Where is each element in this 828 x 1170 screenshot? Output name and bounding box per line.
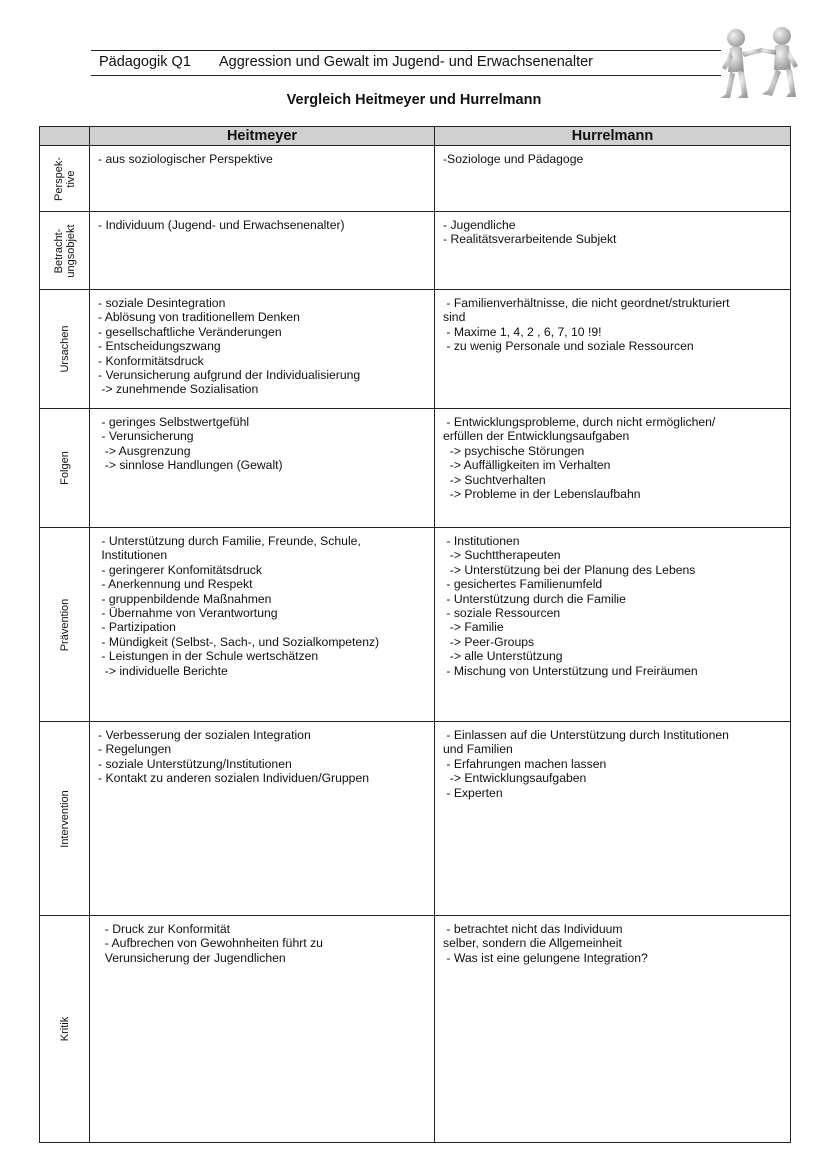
heitmeyer-cell bbox=[90, 722, 435, 916]
row-label-line: ungsobjekt bbox=[64, 223, 77, 278]
row-label-cell bbox=[40, 146, 90, 212]
hurrelmann-line: - soziale Ressourcen bbox=[443, 606, 561, 621]
heitmeyer-line: - aus soziologischer Perspektive bbox=[98, 152, 273, 166]
hurrelmann-line: erfüllen der Entwicklungsaufgaben bbox=[443, 429, 630, 444]
heitmeyer-cell bbox=[90, 146, 435, 212]
heitmeyer-line: - Entscheidungszwang bbox=[98, 339, 221, 354]
heitmeyer-line: - Übernahme von Verantwortung bbox=[98, 606, 278, 621]
heitmeyer-line: -> Ausgrenzung bbox=[98, 443, 191, 458]
row-label-line: Perspek- bbox=[52, 156, 65, 201]
heitmeyer-line: Verunsicherung der Jugendlichen bbox=[98, 950, 286, 965]
hurrelmann-line: -> Familie bbox=[443, 620, 504, 635]
hurrelmann-line: - Mischung von Unterstützung und Freiräumen bbox=[443, 663, 698, 678]
table-row bbox=[40, 528, 791, 722]
row-label bbox=[59, 790, 71, 847]
heitmeyer-line: - gesellschaftliche Veränderungen bbox=[98, 324, 282, 339]
table-row bbox=[40, 146, 791, 212]
hurrelmann-line: - Institutionen bbox=[443, 534, 520, 548]
table-row bbox=[40, 409, 791, 528]
heitmeyer-cell bbox=[90, 916, 435, 1143]
document-title: Vergleich Heitmeyer und Hurrelmann bbox=[286, 92, 542, 108]
hurrelmann-line: - Familienverhältnisse, die nicht geordnet/strukturiert bbox=[443, 296, 730, 310]
heitmeyer-line: -> sinnlose Handlungen (Gewalt) bbox=[98, 458, 283, 473]
heitmeyer-line: - Leistungen in der Schule wertschätzen bbox=[98, 649, 319, 664]
heitmeyer-line: - Mündigkeit (Selbst-, Sach-, und Sozialkompetenz) bbox=[98, 634, 380, 649]
hurrelmann-cell bbox=[435, 528, 791, 722]
hurrelmann-line: -> alle Unterstützung bbox=[443, 649, 563, 664]
heitmeyer-line: -> zunehmende Sozialisation bbox=[98, 382, 259, 397]
header-blank-cell bbox=[40, 127, 90, 146]
heitmeyer-cell bbox=[90, 212, 435, 290]
hurrelmann-line: -> Unterstützung bei der Planung des Lebens bbox=[443, 562, 696, 577]
hurrelmann-line: und Familien bbox=[443, 742, 513, 757]
heitmeyer-line: - Individuum (Jugend- und Erwachsenenalter) bbox=[98, 218, 345, 232]
hurrelmann-line: -> Entwicklungsaufgaben bbox=[443, 771, 587, 786]
hurrelmann-line: - Entwicklungsprobleme, durch nicht ermöglichen/ bbox=[443, 415, 716, 429]
hurrelmann-line: -> Peer-Groups bbox=[443, 634, 535, 649]
hurrelmann-cell bbox=[435, 916, 791, 1143]
heitmeyer-cell bbox=[90, 409, 435, 528]
header-hurrelmann: Hurrelmann bbox=[435, 127, 791, 146]
hurrelmann-cell bbox=[435, 212, 791, 290]
row-label-cell bbox=[40, 212, 90, 290]
table-row bbox=[40, 916, 791, 1143]
row-label-line: Ursachen bbox=[58, 325, 71, 373]
heitmeyer-line: Institutionen bbox=[98, 548, 168, 563]
document-header bbox=[91, 50, 721, 76]
hurrelmann-line: -> Auffälligkeiten im Verhalten bbox=[443, 458, 611, 473]
hurrelmann-line: - Erfahrungen machen lassen bbox=[443, 756, 607, 771]
hurrelmann-line: - gesichertes Familienumfeld bbox=[443, 577, 603, 592]
hurrelmann-line: -> Suchtverhalten bbox=[443, 472, 546, 487]
hurrelmann-line: - Jugendliche bbox=[443, 218, 516, 232]
heitmeyer-line: - soziale Unterstützung/Institutionen bbox=[98, 756, 292, 771]
row-label-line: Intervention bbox=[58, 789, 71, 848]
row-label bbox=[53, 224, 77, 277]
hurrelmann-line: - Unterstützung durch die Familie bbox=[443, 591, 626, 606]
hurrelmann-cell bbox=[435, 722, 791, 916]
heitmeyer-line: - Verunsicherung bbox=[98, 429, 194, 444]
row-label-cell bbox=[40, 409, 90, 528]
hurrelmann-line: - Realitätsverarbeitende Subjekt bbox=[443, 232, 617, 247]
hurrelmann-line: - Einlassen auf die Unterstützung durch Institutionen bbox=[443, 728, 729, 742]
heitmeyer-cell bbox=[90, 528, 435, 722]
hurrelmann-line: -> Probleme in der Lebenslaufbahn bbox=[443, 487, 641, 502]
heitmeyer-line: -> individuelle Berichte bbox=[98, 663, 228, 678]
hurrelmann-line: selber, sondern die Allgemeinheit bbox=[443, 936, 622, 951]
row-label-line: tive bbox=[64, 169, 77, 188]
hurrelmann-cell bbox=[435, 146, 791, 212]
heitmeyer-line: - Ablösung von traditionellem Denken bbox=[98, 310, 300, 325]
hurrelmann-line: -> psychische Störungen bbox=[443, 443, 585, 458]
row-label-line: Folgen bbox=[58, 451, 71, 485]
table-row bbox=[40, 212, 791, 290]
comparison-table bbox=[39, 126, 791, 1143]
row-label-cell bbox=[40, 722, 90, 916]
hurrelmann-cell bbox=[435, 290, 791, 409]
hurrelmann-line: - Experten bbox=[443, 785, 503, 800]
table-row bbox=[40, 722, 791, 916]
row-label bbox=[59, 451, 71, 485]
heitmeyer-line: - Konformitätsdruck bbox=[98, 353, 204, 368]
row-label-line: Kritik bbox=[58, 1016, 71, 1042]
hurrelmann-line: - zu wenig Personale und soziale Ressourcen bbox=[443, 339, 694, 354]
heitmeyer-line: - geringes Selbstwertgefühl bbox=[98, 415, 250, 429]
heitmeyer-line: - Verbesserung der sozialen Integration bbox=[98, 728, 311, 742]
row-label bbox=[53, 156, 77, 200]
heitmeyer-line: - gruppenbildende Maßnahmen bbox=[98, 591, 272, 606]
heitmeyer-line: - Unterstützung durch Familie, Freunde, Schule, bbox=[98, 534, 361, 548]
row-label-line: Prävention bbox=[58, 598, 71, 651]
row-label-cell bbox=[40, 528, 90, 722]
hurrelmann-line: - Maxime 1, 4, 2 , 6, 7, 10 !9! bbox=[443, 324, 602, 339]
heitmeyer-line: - Kontakt zu anderen sozialen Individuen/Gruppen bbox=[98, 771, 370, 786]
row-label bbox=[59, 1017, 71, 1041]
heitmeyer-line: - soziale Desintegration bbox=[98, 296, 226, 310]
row-label-cell bbox=[40, 290, 90, 409]
table-row bbox=[40, 290, 791, 409]
hurrelmann-line: sind bbox=[443, 310, 466, 325]
heitmeyer-line: - Aufbrechen von Gewohnheiten führt zu bbox=[98, 936, 323, 951]
heitmeyer-line: - geringerer Konfomitätsdruck bbox=[98, 562, 262, 577]
heitmeyer-line: - Regelungen bbox=[98, 742, 172, 757]
row-label-line: Betracht- bbox=[52, 228, 65, 273]
heitmeyer-line: - Anerkennung und Respekt bbox=[98, 577, 253, 592]
header-heitmeyer: Heitmeyer bbox=[90, 127, 435, 146]
topic-label: Aggression und Gewalt im Jugend- und Erwachsenenalter bbox=[219, 54, 593, 70]
hurrelmann-cell bbox=[435, 409, 791, 528]
row-label bbox=[59, 325, 71, 372]
heitmeyer-line: - Druck zur Konformität bbox=[98, 922, 231, 936]
table-header-row bbox=[40, 127, 791, 146]
hurrelmann-line: - Was ist eine gelungene Integration? bbox=[443, 950, 648, 965]
heitmeyer-cell bbox=[90, 290, 435, 409]
row-label-cell bbox=[40, 916, 90, 1143]
hurrelmann-line: -> Suchttherapeuten bbox=[443, 548, 561, 563]
heitmeyer-line: - Verunsicherung aufgrund der Individualisierung bbox=[98, 368, 361, 383]
row-label bbox=[59, 598, 71, 651]
hurrelmann-line: - betrachtet nicht das Individuum bbox=[443, 922, 623, 936]
heitmeyer-line: - Partizipation bbox=[98, 620, 176, 635]
course-label: Pädagogik Q1 bbox=[99, 54, 191, 70]
hurrelmann-line: -Soziologe und Pädagoge bbox=[443, 152, 584, 166]
